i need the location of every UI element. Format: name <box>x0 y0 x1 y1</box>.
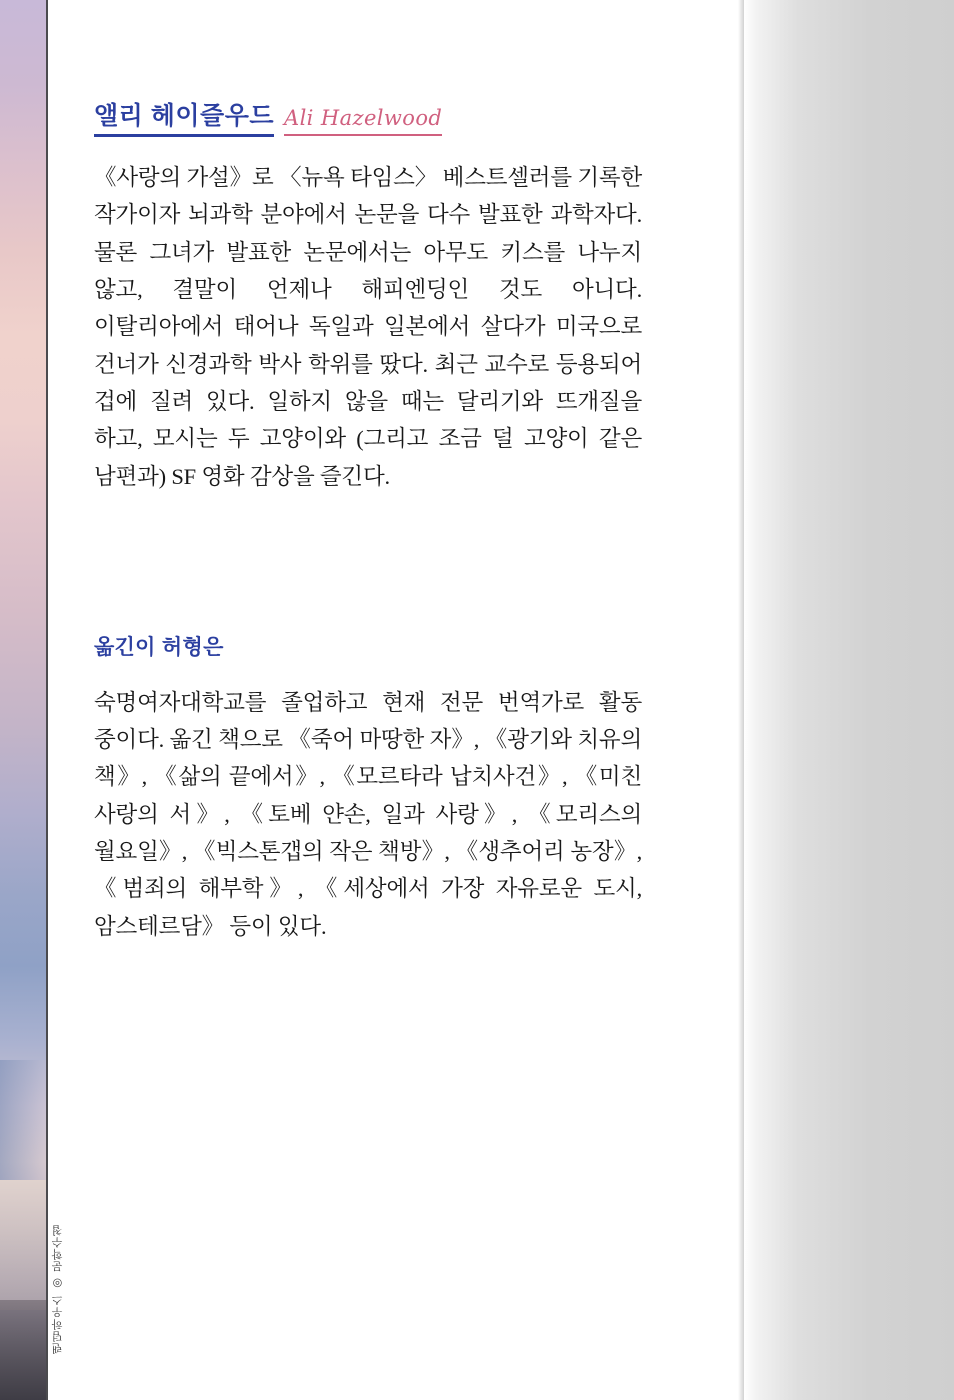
translator-section <box>94 631 642 945</box>
author-bio-paragraph: 《사랑의 가설》로 〈뉴욕 타임스〉 베스트셀러를 기록한 작가이자 뇌과학 분야에서 논문을 다수 발표한 과학자다. 물론 그녀가 발표한 논문에서는 아무도 키스를 나누지 않고, 결말이 언제나 해피엔딩인 것도 아니다. 이탈리아에서 태어나 독일과 일본에서 살다가 미국으로 건너가 신경과학 박사 학위를 땄다. 최근 교수로 등용되어 겁에 질려 있다. 일하지 않을 때는 달리기와 뜨개질을 하고, 모시는 두 고양이와 (그리고 조금 덜 고양이 같은 남편과) SF 영화 감상을 즐긴다. <box>94 165 642 489</box>
facing-page-gutter <box>744 0 954 1400</box>
imprint-vertical-text: 랜덤하우스 ◎ 문학수첩 <box>52 1223 64 1354</box>
author-name-english-signature: Ali Hazelwood <box>284 108 442 133</box>
cover-art-streak-upper <box>0 1060 46 1180</box>
translator-heading: 옮긴이 허형은 <box>94 636 224 660</box>
cover-art-streak-middle <box>0 1180 46 1310</box>
translator-bio-paragraph: 숙명여자대학교를 졸업하고 현재 전문 번역가로 활동 중이다. 옮긴 책으로 《죽어 마땅한 자》, 《광기와 치유의 책》, 《삶의 끝에서》, 《모르타라 납치사건》, 《미친 사랑의 서》, 《토베 얀손, 일과 사랑》, 《모리스의 월요일》, 《빅스톤갭의 작은 책방》, 《생추어리 농장》, 《범죄의 해부학》, 《세상에서 가장 자유로운 도시, 암스테르담》 등이 있다. <box>94 689 642 939</box>
page-content <box>94 104 642 968</box>
cover-art-strip <box>0 0 46 1400</box>
author-name-korean: 앨리 헤이즐우드 <box>94 104 274 133</box>
cover-art-streak-lower <box>0 1300 46 1400</box>
spine-rule <box>46 0 48 1400</box>
author-heading <box>94 104 642 133</box>
